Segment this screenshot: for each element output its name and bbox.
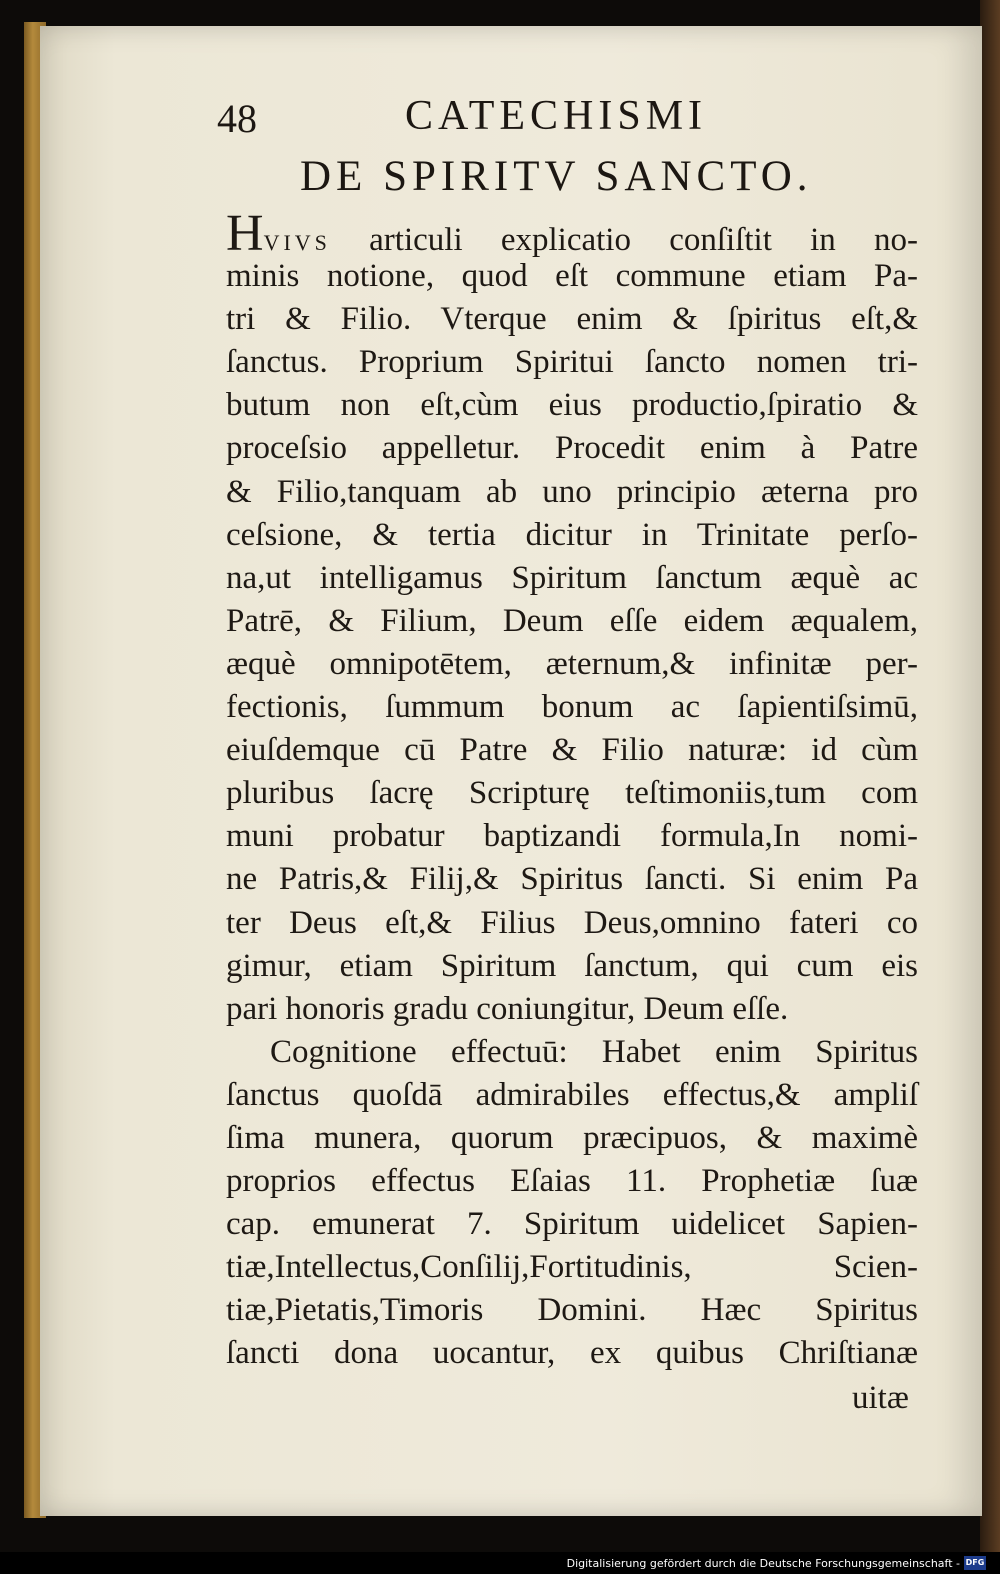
section-title: DE SPIRITV SANCTO.: [300, 153, 813, 200]
running-head: CATECHISMI: [405, 93, 708, 139]
text-line: pluribus ſacrę Scripturę teſtimoniis,tum com: [226, 775, 918, 812]
text-line: ter Deus eſt,& Filius Deus,omnino fateri co: [226, 904, 918, 941]
text-line: Patrē, & Filium, Deum eſſe eidem æqualem,: [226, 602, 918, 639]
text-line: proceſsio appelletur. Procedit enim à Patre: [226, 430, 918, 467]
text-line: tiæ,Pietatis,Timoris Domini. Hæc Spiritus: [226, 1292, 918, 1329]
text-line: ſanctus. Proprium Spiritui ſancto nomen tri-: [226, 344, 918, 381]
text-line: butum non eſt,cùm eius productio,ſpiratio &: [226, 387, 918, 424]
text-line: tri & Filio. Vterque enim & ſpiritus eſt,&: [226, 301, 918, 338]
first-line-text: articuli explicatio conſiſtit in no-: [369, 222, 919, 258]
smallcaps-word: VIVS: [263, 230, 331, 255]
text-line: cap. emunerat 7. Spiritum uidelicet Sapien-: [226, 1206, 918, 1243]
footer-bar: [0, 1552, 1000, 1574]
text-line: æquè omnipotētem, æternum,& infinitæ per-: [226, 645, 918, 682]
text-line: fectionis, ſummum bonum ac ſapientiſsimū,: [226, 689, 918, 726]
initial-letter: H: [226, 205, 264, 262]
body-text: [226, 205, 919, 1376]
text-line: proprios effectus Eſaias 11. Prophetiæ ſuæ: [226, 1163, 918, 1200]
text-line: tiæ,Intellectus,Conſilij,Fortitudinis, Scien-: [226, 1249, 918, 1286]
paragraph-start: Cognitione effectuū: Habet enim Spiritus: [270, 1033, 918, 1070]
text-line: minis notione, quod eſt commune etiam Pa-: [226, 258, 918, 295]
text-line: muni probatur baptizandi formula,In nomi-: [226, 818, 918, 855]
text-line: ſima munera, quorum præcipuos, & maximè: [226, 1119, 918, 1156]
book-cover-edge: [980, 0, 1000, 1574]
text-line: eiuſdemque cū Patre & Filio naturæ: id cùm: [226, 732, 918, 769]
first-line: [226, 205, 919, 262]
text-line: gimur, etiam Spiritum ſanctum, qui cum eis: [226, 947, 918, 984]
text-line: pari honoris gradu coniungitur, Deum eſſe.: [226, 990, 789, 1027]
text-line: ſanctus quoſdā admirabiles effectus,& ampliſ: [226, 1076, 918, 1113]
text-line: & Filio,tanquam ab uno principio æterna pro: [226, 473, 918, 510]
text-line: na,ut intelligamus Spiritum ſanctum æquè ac: [226, 559, 918, 596]
digitization-credit: Digitalisierung gefördert durch die Deutsche Forschungsgemeinschaft -: [566, 1557, 960, 1570]
text-line: ceſsione, & tertia dicitur in Trinitate perſo-: [226, 516, 918, 553]
dfg-logo: DFG: [964, 1556, 986, 1570]
page-number: 48: [217, 96, 257, 141]
text-line: ſancti dona uocantur, ex quibus Chriſtianæ: [226, 1335, 918, 1372]
catchword: uitæ: [852, 1380, 909, 1416]
text-line: ne Patris,& Filij,& Spiritus ſancti. Si enim Pa: [226, 861, 918, 898]
